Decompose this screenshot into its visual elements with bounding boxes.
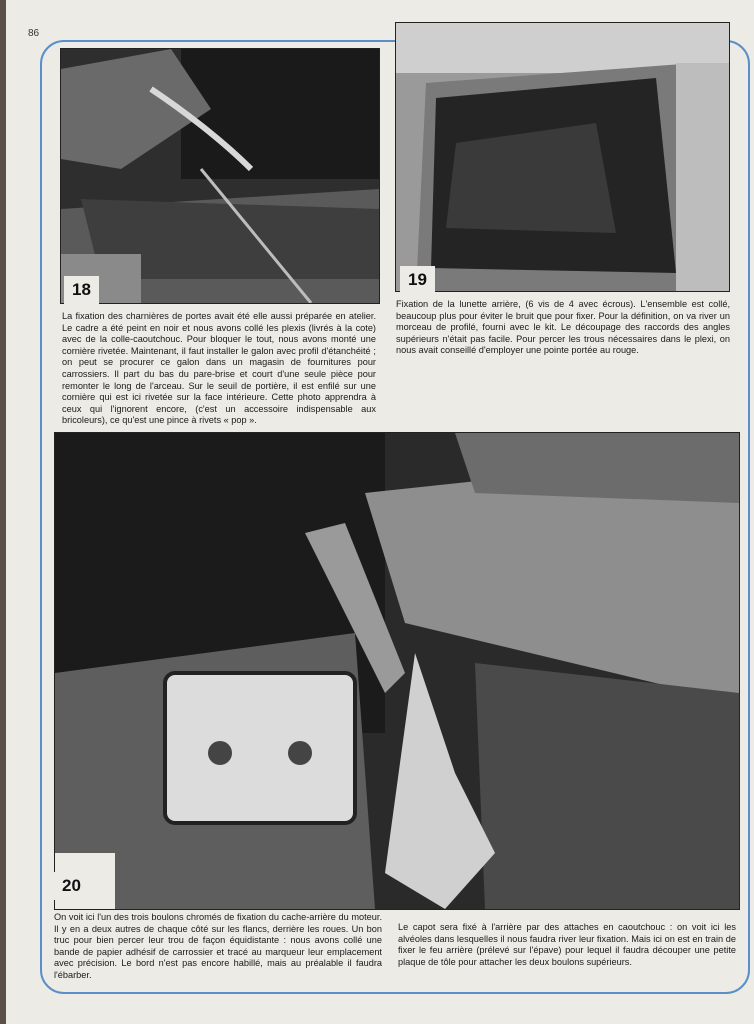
photo-20-tail-light xyxy=(54,432,740,910)
caption-18: La fixation des charnières de portes avait été elle aussi préparée en atelier. Le cadre a été peint en noir et nous avons collé les plexis (livrés à la cote) avec de la colle-caoutchouc. Pour bloquer le tout, nous avons monté une cornière rivetée. Maintenant, il faut installer le galon avec profil d'étanchéité ; on peut se procurer ce galon dans un magasin de fournitures pour carrossiers. Il part du bas du pare-brise et court d'une seule pièce pour remonter le long de l'arceau. Sur le seuil de portière, il est enfilé sur une cornière qui est ici rivetée sur la face intérieure. Cette photo apprendra à ceux qui l'ignorent encore, (c'est un accessoire indispensable aux bricoleurs), ce qu'est une pince à rivets « pop ». xyxy=(62,311,376,426)
caption-20-left: On voit ici l'un des trois boulons chromés de fixation du cache-arrière du moteur. Il y en a deux autres de chaque côté sur les flancs, derrière les roues. Un bon truc pour bien percer leur trou de façon équidistante : nous avons collé une bande de papier adhésif de carrossier et tracé au marqueur leur emplacement avec précision. Le bord n'est pas encore habillé, mais au préalable il faudra l'ébarber. xyxy=(54,912,382,980)
figure-number-19: 19 xyxy=(400,266,435,294)
figure-number-20: 20 xyxy=(54,872,89,900)
photo-18-door-gasket xyxy=(60,48,380,304)
caption-20-right: Le capot sera fixé à l'arrière par des attaches en caoutchouc : on voit ici les alvéoles dans lesquelles il nous faudra river leur fixation. Mais ici on est en train de fixer le feu arrière (prélevé sur l'épave) pour lequel il faudra découper une petite plaque de tôle pour attacher les deux boulons supérieurs. xyxy=(398,922,736,967)
page-number: 86 xyxy=(28,28,40,39)
figure-number-18: 18 xyxy=(64,276,99,304)
caption-19: Fixation de la lunette arrière, (6 vis de 4 avec écrous). L'ensemble est collé, beaucoup plus pour éviter le bruit que pour fixer. Pour la définition, on va river un morceau de profilé, fourni avec le kit. Le découpage des raccords des angles supérieurs n'était pas facile. Pour percer les trous nécessaires dans le plexi, on nous avait conseillé d'employer une pointe portée au rouge. xyxy=(396,299,730,356)
photo-19-rear-window xyxy=(395,22,730,292)
magazine-page xyxy=(6,0,754,1024)
